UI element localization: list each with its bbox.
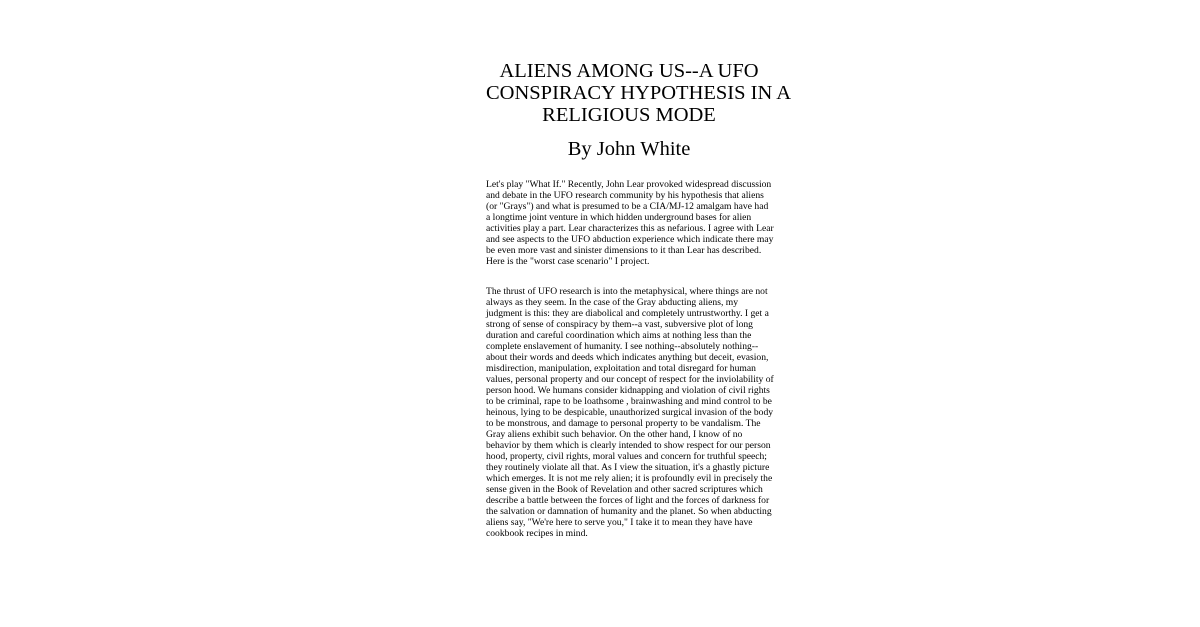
text-line: be even more vast and sinister dimensions to it than Lear has described. — [486, 245, 762, 256]
document-page — [486, 60, 792, 539]
text-line: activities play a part. Lear characterizes this as nefarious. I agree with Lear — [486, 223, 774, 234]
text-line: sense given in the Book of Revelation and other sacred scriptures which — [486, 484, 763, 495]
text-line: which emerges. It is not me rely alien; it is profoundly evil in precisely the — [486, 473, 773, 484]
text-line: Here is the "worst case scenario" I project. — [486, 256, 650, 267]
text-line: they routinely violate all that. As I view the situation, it's a ghastly picture — [486, 462, 770, 473]
text-line: The thrust of UFO research is into the metaphysical, where things are not — [486, 286, 768, 297]
text-line: behavior by them which is clearly intended to show respect for our person — [486, 440, 771, 451]
text-line: aliens say, "We're here to serve you," I take it to mean they have have — [486, 517, 753, 528]
text-line: (or "Grays") and what is presumed to be a CIA/MJ-12 amalgam have had — [486, 201, 769, 212]
title-line: RELIGIOUS MODE — [542, 104, 716, 126]
text-line: and see aspects to the UFO abduction experience which indicate there may — [486, 234, 774, 245]
text-line: and debate in the UFO research community by his hypothesis that aliens — [486, 190, 764, 201]
text-line: a longtime joint venture in which hidden underground bases for alien — [486, 212, 752, 223]
text-line: values, personal property and our concept of respect for the inviolability of — [486, 374, 774, 385]
text-line: cookbook recipes in mind. — [486, 528, 588, 539]
text-line: hood, property, civil rights, moral values and concern for truthful speech; — [486, 451, 767, 462]
title-line: ALIENS AMONG US--A UFO — [499, 60, 759, 82]
text-line: duration and careful coordination which aims at nothing less than the — [486, 330, 752, 341]
text-line: describe a battle between the forces of light and the forces of darkness for — [486, 495, 770, 506]
document-title — [486, 60, 792, 126]
text-line: Gray aliens exhibit such behavior. On the other hand, I know of no — [486, 429, 743, 440]
author-byline: By John White — [567, 138, 691, 160]
text-line: misdirection, manipulation, exploitation and total disregard for human — [486, 363, 756, 374]
title-line: CONSPIRACY HYPOTHESIS IN A — [486, 82, 792, 104]
text-line: Let's play "What If." Recently, John Lear provoked widespread discussion — [486, 179, 772, 190]
text-line: to be criminal, rape to be loathsome , brainwashing and mind control to be — [486, 396, 772, 407]
paragraph-intro — [486, 179, 772, 267]
text-line: person hood. We humans consider kidnapping and violation of civil rights — [486, 385, 770, 396]
paragraph-body — [486, 286, 772, 539]
text-line: always as they seem. In the case of the Gray abducting aliens, my — [486, 297, 739, 308]
text-line: to be monstrous, and damage to personal property to be vandalism. The — [486, 418, 761, 429]
text-line: judgment is this: they are diabolical and completely untrustworthy. I get a — [486, 308, 769, 319]
text-line: about their words and deeds which indicates anything but deceit, evasion, — [486, 352, 769, 363]
text-line: complete enslavement of humanity. I see nothing--absolutely nothing-- — [486, 341, 759, 352]
text-line: the salvation or damnation of humanity and the planet. So when abducting — [486, 506, 772, 517]
text-line: strong of sense of conspiracy by them--a vast, subversive plot of long — [486, 319, 753, 330]
text-line: heinous, lying to be despicable, unauthorized surgical invasion of the body — [486, 407, 774, 418]
